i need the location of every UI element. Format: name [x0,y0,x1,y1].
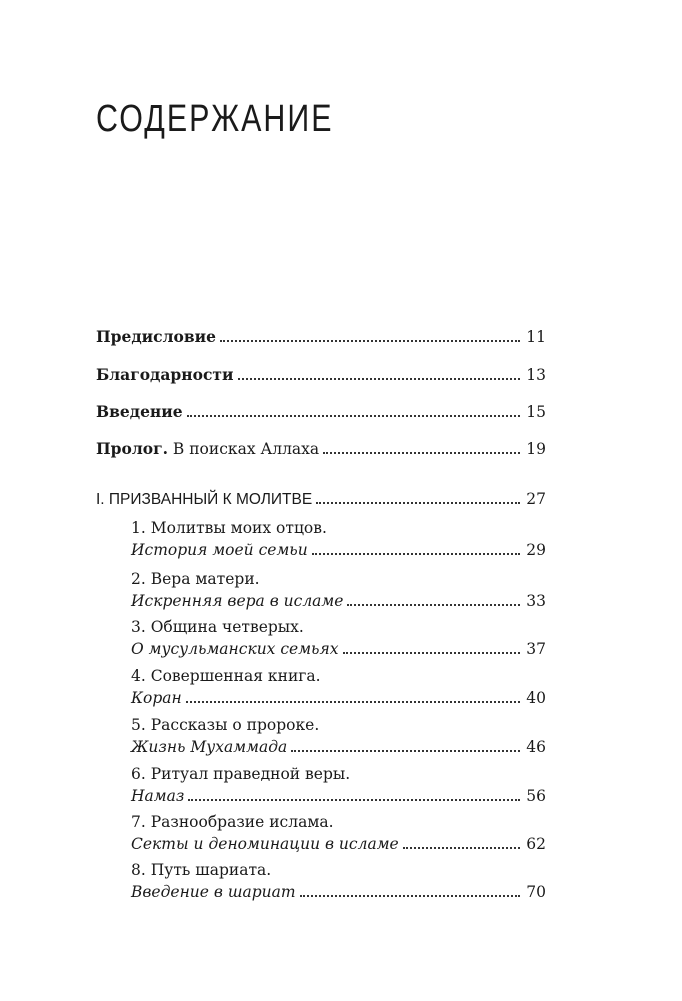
chapter-subtitle: Жизнь Мухаммада [131,738,288,756]
chapter-title: 1. Молитвы моих отцов. [131,519,327,537]
chapter-subtitle: Введение в шариат [131,883,296,901]
toc-entry-introduction[interactable] [96,401,546,423]
chapter-title: 6. Ритуал праведной веры. [131,765,351,783]
toc-entry-acknowledgements[interactable] [96,364,546,386]
page-number: 15 [526,403,546,421]
dot-leader [238,378,521,380]
page-number: 11 [526,328,546,346]
toc-entry-title: Пролог. [96,439,168,458]
dot-leader [291,750,520,752]
dot-leader [316,502,520,504]
chapter-subtitle: Искренняя вера в исламе [131,592,344,610]
dot-leader [300,895,521,897]
dot-leader [403,847,521,849]
part-title: I. ПРИЗВАННЫЙ К МОЛИТВЕ [96,491,313,508]
toc-chapter-6[interactable] [96,763,546,807]
toc-chapter-4[interactable] [96,665,546,709]
chapter-title: 3. Община четверых. [131,618,304,636]
toc-chapter-5[interactable] [96,714,546,758]
dot-leader [188,799,520,801]
dot-leader [312,553,521,555]
toc-chapter-7[interactable] [96,811,546,855]
page-number: 46 [526,738,546,756]
dot-leader [347,604,520,606]
page-number: 62 [526,835,546,853]
page-number: 56 [526,787,546,805]
chapter-title: 5. Рассказы о пророке. [131,716,320,734]
page-number: 70 [526,883,546,901]
toc-chapter-2[interactable] [96,568,546,612]
chapter-title: 8. Путь шариата. [131,861,272,879]
chapter-title: 4. Совершенная книга. [131,667,321,685]
toc-entry-title: Введение [96,402,183,421]
page-number: 13 [526,366,546,384]
page-number: 29 [526,541,546,559]
page-title: СОДЕРЖАНИЕ [96,98,334,140]
dot-leader [187,415,521,417]
chapter-subtitle: О мусульманских семьях [131,640,339,658]
page-number: 37 [526,640,546,658]
page-number: 19 [526,440,546,458]
toc-entry-title-rest: В поисках Аллаха [167,440,320,458]
toc-chapter-3[interactable] [96,616,546,660]
chapter-subtitle: Намаз [131,787,185,805]
page-number: 27 [526,490,546,508]
chapter-subtitle: Секты и деноминации в исламе [131,835,399,853]
chapter-title: 2. Вера матери. [131,570,260,588]
chapter-title: 7. Разнообразие ислама. [131,813,334,831]
chapter-subtitle: История моей семьи [131,541,308,559]
chapter-subtitle: Коран [131,689,182,707]
toc-entry-preface[interactable] [96,326,546,348]
dot-leader [186,701,521,703]
toc-chapter-1[interactable] [96,517,546,561]
toc-chapter-8[interactable] [96,859,546,903]
toc-entry-prologue[interactable] [96,438,546,460]
toc-part-1[interactable] [96,488,546,511]
dot-leader [343,652,521,654]
toc-entry-title: Предисловие [96,327,216,346]
dot-leader [220,340,520,342]
dot-leader [323,452,520,454]
page-number: 33 [526,592,546,610]
page-number: 40 [526,689,546,707]
toc-entry-title: Благодарности [96,365,234,384]
